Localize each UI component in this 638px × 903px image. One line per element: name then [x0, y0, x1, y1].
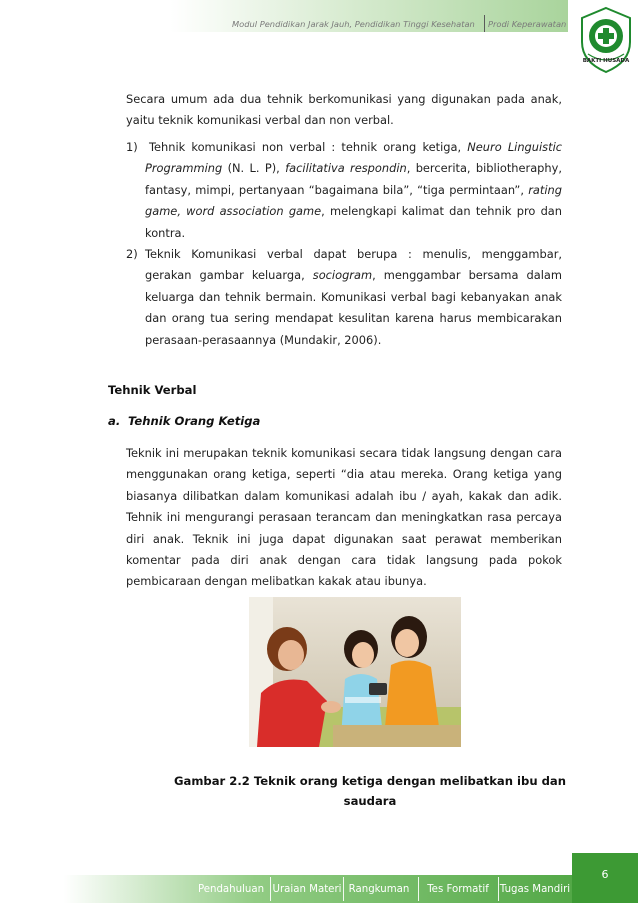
item-2-text: Teknik Komunikasi verbal dapat berupa : menulis, menggambar, gerakan gambar keluarga, sociogram, menggambar bersama dalam keluarga dan tehnik bermain. Komunikasi verbal bagi kebanyakan anak dan orang tua sering mendapat kesulitan karena harus membicarakan perasaan-perasaannya (Mundakir, 2006). — [145, 247, 562, 347]
item-2-number: 2) — [126, 247, 138, 261]
nav-tugas-mandiri[interactable]: Tugas Mandiri — [499, 883, 571, 895]
nav-tes-formatif[interactable]: Tes Formatif — [427, 883, 489, 895]
subsection-title: Tehnik Orang Ketiga — [128, 414, 261, 428]
figure-photo — [249, 597, 461, 747]
body-paragraph: Teknik ini merupakan teknik komunikasi secara tidak langsung dengan cara menggunakan orang ketiga, seperti “dia atau mereka. Orang ketiga yang biasanya dilibatkan dalam komunikasi adalah ibu / ayah, kakak dan adik. Tehnik ini mengurangi perasaan terancam dan meningkatkan rasa percaya diri anak. Teknik ini juga dapat digunakan saat perawat memberikan komentar pada diri anak dengan cara tidak langsung pada pokok pembicaraan dengan melibatkan kakak atau ibunya. — [126, 446, 562, 589]
section-heading: Tehnik Verbal — [108, 383, 197, 397]
page-number: 6 — [601, 868, 609, 881]
item-1-number: 1) — [126, 140, 138, 154]
nav-pendahuluan[interactable]: Pendahuluan — [197, 883, 265, 895]
subsection-letter: a. — [108, 414, 121, 428]
nav-rangkuman[interactable]: Rangkuman — [348, 883, 410, 895]
program-name: Prodi Keperawatan — [488, 19, 567, 29]
nav-uraian-materi[interactable]: Uraian Materi — [272, 883, 342, 895]
svg-text:BAKTI HUSADA: BAKTI HUSADA — [582, 58, 630, 64]
module-title: Modul Pendidikan Jarak Jauh, Pendidikan Tinggi Kesehatan — [232, 19, 475, 29]
item-1-text: Tehnik komunikasi non verbal : tehnik orang ketiga, Neuro Linguistic Programming (N. L. P), facilitativa respondin, bercerita, bibliotheraphy, fantasy, mimpi, pertanyaan “bagaimana bila”, “tiga permintaan”, rating game, word association game, melengkapi kalimat dan tehnik pro dan kontra. — [145, 140, 562, 240]
intro-paragraph: Secara umum ada dua tehnik berkomunikasi yang digunakan pada anak, yaitu teknik komunikasi verbal dan non verbal. — [126, 92, 562, 128]
figure-caption: Gambar 2.2 Teknik orang ketiga dengan melibatkan ibu dan saudara — [174, 774, 566, 808]
header-divider — [484, 15, 485, 32]
bakti-husada-logo — [576, 4, 636, 76]
